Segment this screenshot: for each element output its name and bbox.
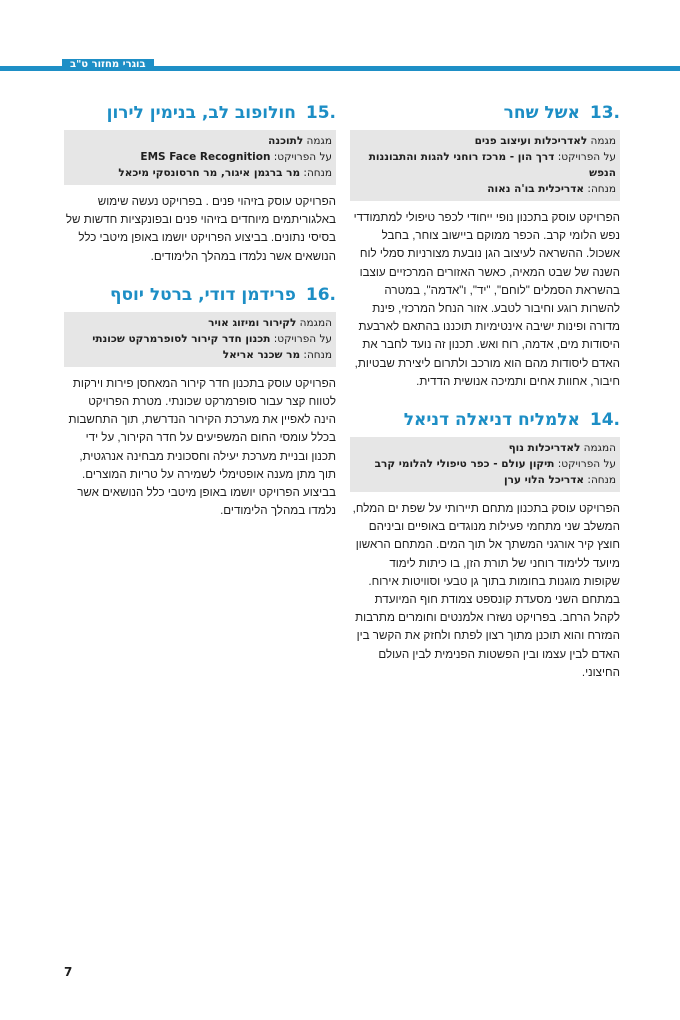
project-title — [350, 102, 620, 124]
project-meta — [64, 130, 336, 185]
mentor-value: אדריכלית בו'ה נאוה — [487, 183, 585, 195]
project-value: דרך הון - מרכז רוחני להגות והתבוננות הנפש — [368, 151, 616, 179]
project-label: על הפרויקט: — [270, 151, 332, 163]
project-number: .16 — [305, 284, 336, 305]
major-label: המגמה — [296, 316, 332, 329]
major-label: מגמה — [587, 135, 616, 147]
major-value: לתוכנה — [268, 135, 304, 147]
project-15 — [64, 102, 336, 266]
project-meta — [350, 130, 620, 201]
project-students: אשל שחר — [503, 103, 580, 123]
project-value: תיקון עולם - כפר טיפולי להלומי קרב — [374, 458, 555, 471]
page-number: 7 — [64, 965, 73, 979]
project-title — [64, 102, 336, 124]
mentor-label: מנחה: — [300, 348, 332, 361]
major-label: המגמה — [580, 442, 616, 455]
right-column — [350, 102, 620, 700]
project-14 — [350, 409, 620, 682]
header-tag: בוגרי מחזור ט"ב — [62, 59, 154, 71]
mentor-value: מר שכנר אריאל — [222, 348, 301, 361]
left-column — [64, 102, 336, 538]
project-label: על הפרויקט: — [554, 151, 616, 163]
project-title — [64, 284, 336, 306]
project-label: על הפרויקט: — [270, 332, 332, 345]
project-16 — [64, 284, 336, 521]
major-value: לאדריכלות ועיצוב פנים — [474, 135, 588, 147]
major-value: לאדריכלות נוף — [508, 442, 581, 455]
mentor-label: מנחה: — [584, 183, 616, 195]
project-description: הפרויקט עוסק בזיהוי פנים . בפרויקט נעשה שימוש באלגוריתמים מיוחדים בזיהוי פנים ובפונקציות חדשות של בסיסי נתונים. בביצוע הפרויקט יושמו באופן מיטבי כלל הנושאים אשר נלמדו במהלך הלימודים. — [65, 195, 336, 263]
project-number: .14 — [589, 410, 620, 431]
project-description: הפרויקט עוסק בתכנון חדר קירור המאחסן פירות וירקות לטווח קצר עבור סופרמרקט שכונתי. מטרת הפרויקט הינה לאפיין את מערכת הקירור הנדרשת, תוך התחשבות בכלל עומסי החום המשפיעים על חדר הקירור, על ידי תכנון ובניית מערכת יעילה וחסכונית מבחינה אנרגטית, תוך מתן מענה אופטימלי לשמירה על טריות המוצרים. בביצוע הפרויקט יושמו באופן מיטבי כלל הנושאים אשר נלמדו במהלך הלימודים. — [68, 376, 336, 518]
mentor-label: מנחה: — [584, 474, 616, 487]
project-value: EMS Face Recognition — [140, 151, 271, 163]
project-number: .15 — [305, 103, 336, 123]
project-students: אלמליח דניאלה דניאל — [403, 410, 580, 431]
project-label: על הפרויקט: — [554, 458, 616, 471]
project-meta — [64, 312, 336, 367]
project-description: הפרויקט עוסק בתכנון מתחם תיירותי על שפת ים המלח, המשלב שני מתחמי פעילות מנוגדים באופיים וביניהם חוצץ קיר אורגני המשתך אל תוך המים. המתחם הראשון מיועד ללימוד רוחני של תורת הזן, בו כיתות לימוד שקופות מוגנות בחומות בתוך גן טבעי וסוויטות אירוח. במתחם השני מסעדת קונספט צמודת חוף המיועדת לקהל הרחב. בפרויקט נשזרו אלמנטים וחומרים מתרבות המזרח והוא תוכנן מתוך רצון לפתח ולחזק את הקשר בין האדם לבין עצמו ובין הפשטות הפנימית לבין העולם החיצוני. — [352, 502, 620, 679]
project-description: הפרויקט עוסק בתכנון נופי ייחודי לכפר טיפולי למתמודדי נפש הלומי קרב. הכפר ממוקם ביישוב צוחר, בחבל אשכול. ההשראה לעיצוב הגן נובעת מצורניות סמלי לוח השנה של שבט המאיה, כאשר האזורים המרכזיים עוצבו בהשראת הסמלים "לוחם", "יד", ו"אדמה", במטרה להשרות רוגע וחיבור לטבע. אזור הנחל המרכזי, פינת מדורה ופינות ישיבה אינטימיות תוכננו בהתאם לארבעת היסודות מים, אדמה, רוח ואש. תכנון זה נועד לחבר את האדם ליסודות מהם הוא מורכב ולתרום ליצירת שבטיות, חיבור, אחוות אחים ותמיכה אנושית הדדית. — [353, 211, 620, 388]
project-number: .13 — [589, 103, 620, 123]
mentor-value: אדריכל הלוי ערן — [504, 474, 585, 487]
mentor-value: מר ברגמן איגור, מר חרסונסקי מיכאל — [118, 167, 301, 179]
major-label: מגמה — [303, 135, 332, 147]
project-meta — [350, 437, 620, 492]
project-13 — [350, 102, 620, 391]
project-title — [350, 409, 620, 431]
major-value: לקירור ומיזוג אויר — [208, 316, 297, 329]
project-students: חולופוב לב, בנימין לירון — [106, 103, 296, 123]
mentor-label: מנחה: — [300, 167, 332, 179]
project-students: פרידמן דודי, ברטל יוסף — [110, 284, 296, 305]
project-value: תכנון חדר קירור לסופרמרקט שכונתי — [92, 332, 271, 345]
